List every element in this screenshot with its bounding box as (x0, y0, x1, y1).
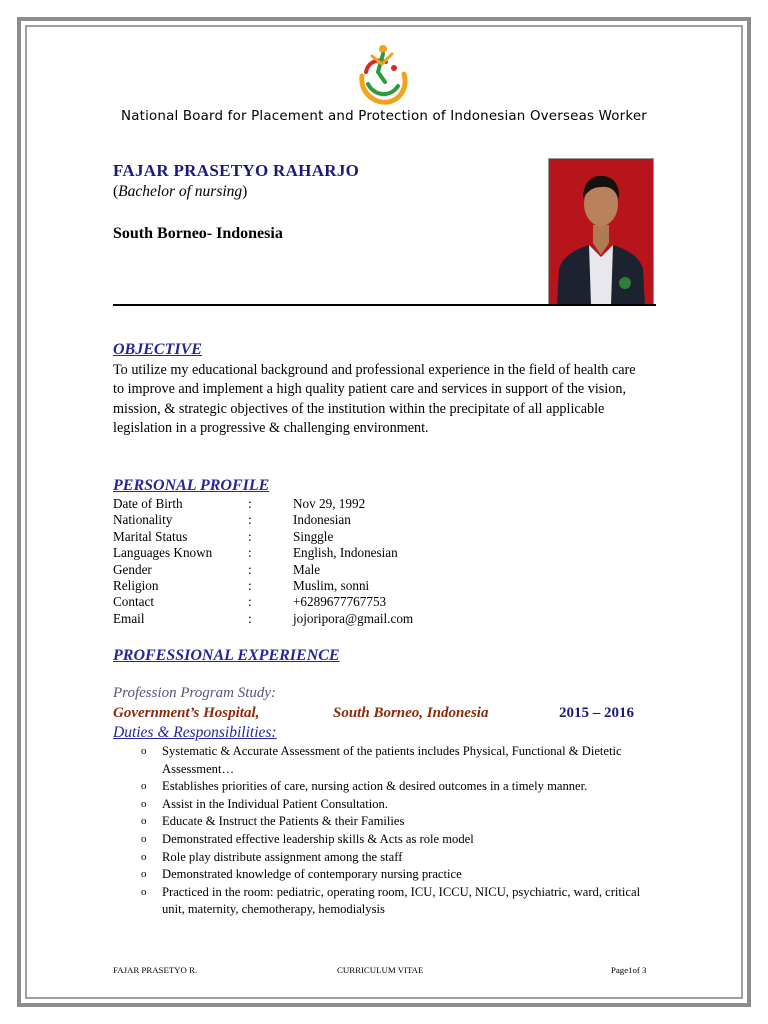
degree-close-paren: ) (242, 183, 248, 200)
list-item (113, 884, 658, 919)
bullet-icon: o (141, 745, 147, 757)
duty-text: Role play distribute assignment among the staff (162, 849, 403, 864)
employer-place: South Borneo, Indonesia (333, 705, 489, 721)
degree-open-paren: ( (113, 183, 119, 200)
degree-text: Bachelor of nursing (118, 183, 243, 200)
profile-colon: : (248, 545, 252, 561)
list-item (113, 778, 658, 796)
profile-value: Singgle (293, 528, 334, 544)
portrait-icon (549, 159, 653, 305)
list-item (113, 743, 658, 778)
organization-name: National Board for Placement and Protection of Indonesian Overseas Worker (121, 109, 647, 124)
profile-label: Date of Birth (113, 496, 183, 511)
duty-text: Demonstrated knowledge of contemporary nursing practice (162, 867, 462, 882)
profile-value: jojoripora@gmail.com (293, 610, 414, 626)
duty-text: Practiced in the room: pediatric, operating room, ICU, ICCU, NICU, psychiatric, ward, critical unit, maternity, chemotherapy, hemodialysis (162, 884, 641, 917)
duty-text: Systematic & Accurate Assessment of the patients includes Physical, Functional & Dietetic Assessment… (162, 744, 622, 776)
candidate-photo (548, 158, 654, 306)
employment-years: 2015 – 2016 (559, 705, 634, 721)
profile-label: Gender (113, 561, 152, 577)
employer-name: Government’s Hospital, (113, 705, 260, 721)
profile-colon: : (248, 561, 252, 577)
program-study: Profession Program Study: (113, 685, 277, 701)
profile-value: +6289677767753 (293, 594, 387, 610)
profile-colon: : (248, 610, 252, 626)
profile-colon: : (248, 528, 252, 544)
bullet-icon: o (141, 868, 147, 881)
profile-value: English, Indonesian (293, 545, 398, 561)
candidate-location: South Borneo- Indonesia (113, 225, 283, 242)
profile-colon: : (248, 496, 252, 511)
profile-label: Marital Status (113, 528, 188, 544)
profile-colon: : (248, 594, 252, 610)
bullet-icon: o (141, 815, 147, 828)
duty-text: Assist in the Individual Patient Consultation. (162, 796, 388, 811)
duty-text: Educate & Instruct the Patients & their Families (162, 814, 405, 829)
organization-logo-icon (356, 42, 408, 108)
profile-colon: : (248, 512, 252, 528)
duties-list (113, 743, 658, 919)
bullet-icon: o (141, 832, 147, 845)
profile-label: Email (113, 610, 145, 626)
profile-colon: : (248, 577, 252, 593)
candidate-name: FAJAR PRASETYO RAHARJO (113, 161, 360, 180)
profile-value: Muslim, sonni (293, 577, 370, 593)
objective-heading: OBJECTIVE (113, 341, 202, 358)
header-divider (113, 304, 656, 306)
objective-text: To utilize my educational background and professional experience in the field of health care to improve and implement a high quality patient care and services in support of the vision, mission, & strategic objectives of the institution within the precipitate of all applicable legislation in a progressive & challenging environment. (113, 362, 636, 436)
experience-heading: PROFESSIONAL EXPERIENCE (113, 647, 340, 664)
candidate-degree (113, 183, 247, 201)
footer-page-number: Page1of 3 (611, 965, 647, 975)
footer-title: CURRICULUM VITAE (337, 965, 424, 975)
personal-profile-heading: PERSONAL PROFILE (113, 477, 270, 494)
duties-heading: Duties & Responsibilities: (113, 724, 277, 741)
list-item (113, 866, 658, 884)
profile-label: Languages Known (113, 545, 213, 561)
profile-value: Indonesian (293, 512, 351, 528)
profile-label: Nationality (113, 512, 173, 528)
bullet-icon: o (141, 885, 147, 898)
list-item (113, 796, 658, 814)
list-item (113, 831, 658, 849)
duty-text: Establishes priorities of care, nursing action & desired outcomes in a timely manner. (162, 779, 588, 794)
bullet-icon: o (141, 850, 147, 863)
duty-text: Demonstrated effective leadership skills & Acts as role model (162, 831, 474, 846)
profile-value: Male (293, 561, 321, 577)
list-item (113, 849, 658, 867)
bullet-icon: o (141, 780, 147, 793)
footer-name: FAJAR PRASETYO R. (113, 965, 198, 975)
bullet-icon: o (141, 797, 147, 810)
profile-label: Religion (113, 577, 159, 593)
list-item (113, 813, 658, 831)
profile-value: Nov 29, 1992 (293, 496, 366, 511)
profile-label: Contact (113, 594, 155, 610)
